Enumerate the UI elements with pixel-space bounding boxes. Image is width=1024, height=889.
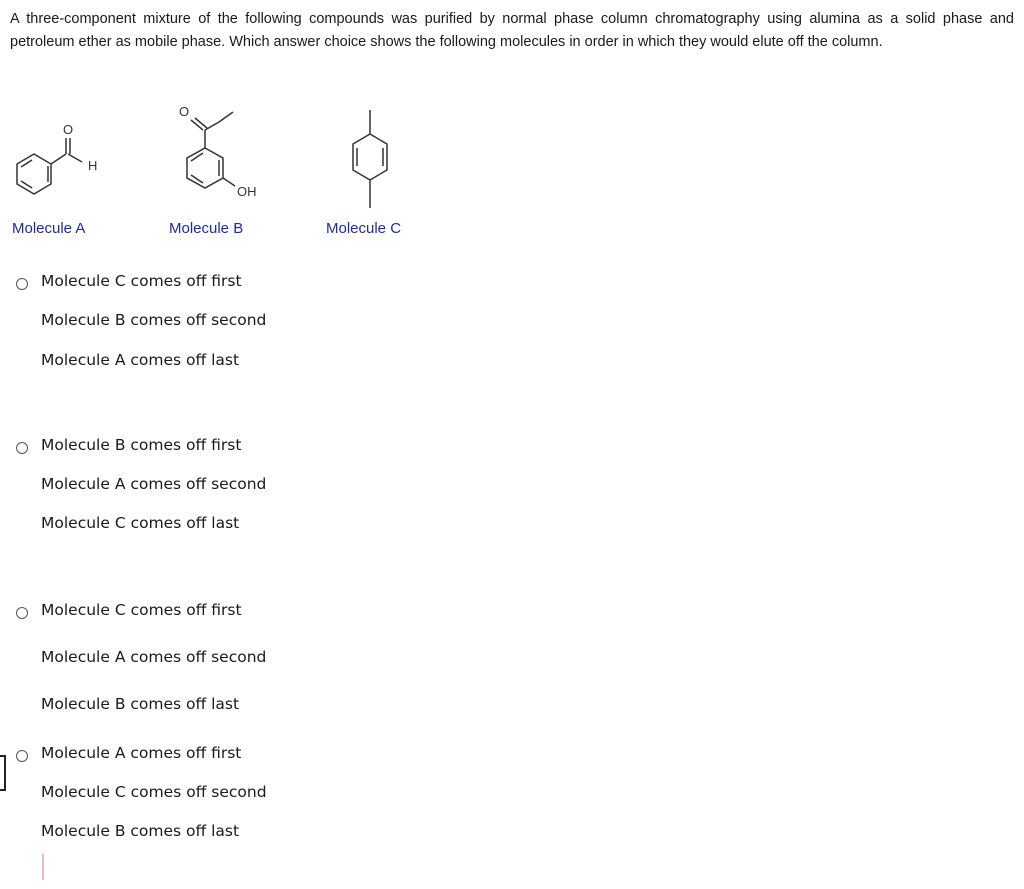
option-4-radio[interactable]: [16, 750, 28, 762]
option-1-line-3: Molecule A comes off last: [41, 351, 240, 369]
option-1-radio[interactable]: [16, 278, 28, 290]
option-3-line-3: Molecule B comes off last: [41, 695, 240, 713]
molecule-c-structure: [340, 108, 400, 212]
option-2-line-2: Molecule A comes off second: [41, 475, 267, 493]
molecule-a-structure: [8, 118, 118, 208]
option-3-line-1: Molecule C comes off first: [41, 601, 242, 619]
left-edge-bracket: [0, 755, 6, 791]
molecule-c-label: Molecule C: [326, 220, 402, 237]
text-cursor: [42, 854, 44, 880]
option-4-line-3: Molecule B comes off last: [41, 822, 240, 840]
molecule-a-label: Molecule A: [12, 220, 86, 237]
option-2-line-1: Molecule B comes off first: [41, 436, 242, 454]
option-2-line-3: Molecule C comes off last: [41, 514, 240, 532]
molecule-b-hydroxyl: OH: [237, 184, 257, 199]
option-3-radio[interactable]: [16, 607, 28, 619]
molecule-a-hydrogen: H: [88, 158, 98, 173]
molecule-b-structure: [175, 100, 285, 210]
molecule-a-oxygen: O: [63, 122, 74, 137]
molecule-b-oxygen: O: [179, 104, 190, 119]
option-1-line-2: Molecule B comes off second: [41, 311, 267, 329]
option-4-line-1: Molecule A comes off first: [41, 744, 242, 762]
option-3-line-2: Molecule A comes off second: [41, 648, 267, 666]
option-2-radio[interactable]: [16, 442, 28, 454]
option-4-line-2: Molecule C comes off second: [41, 783, 267, 801]
question-text: A three-component mixture of the following compounds was purified by normal phase column chromatography using alumina as a solid phase and petroleum ether as mobile phase. Which answer choice shows the following molecules in order in which they would elute off the column.: [10, 11, 1014, 50]
molecule-b-label: Molecule B: [169, 220, 244, 237]
option-1-line-1: Molecule C comes off first: [41, 272, 242, 290]
